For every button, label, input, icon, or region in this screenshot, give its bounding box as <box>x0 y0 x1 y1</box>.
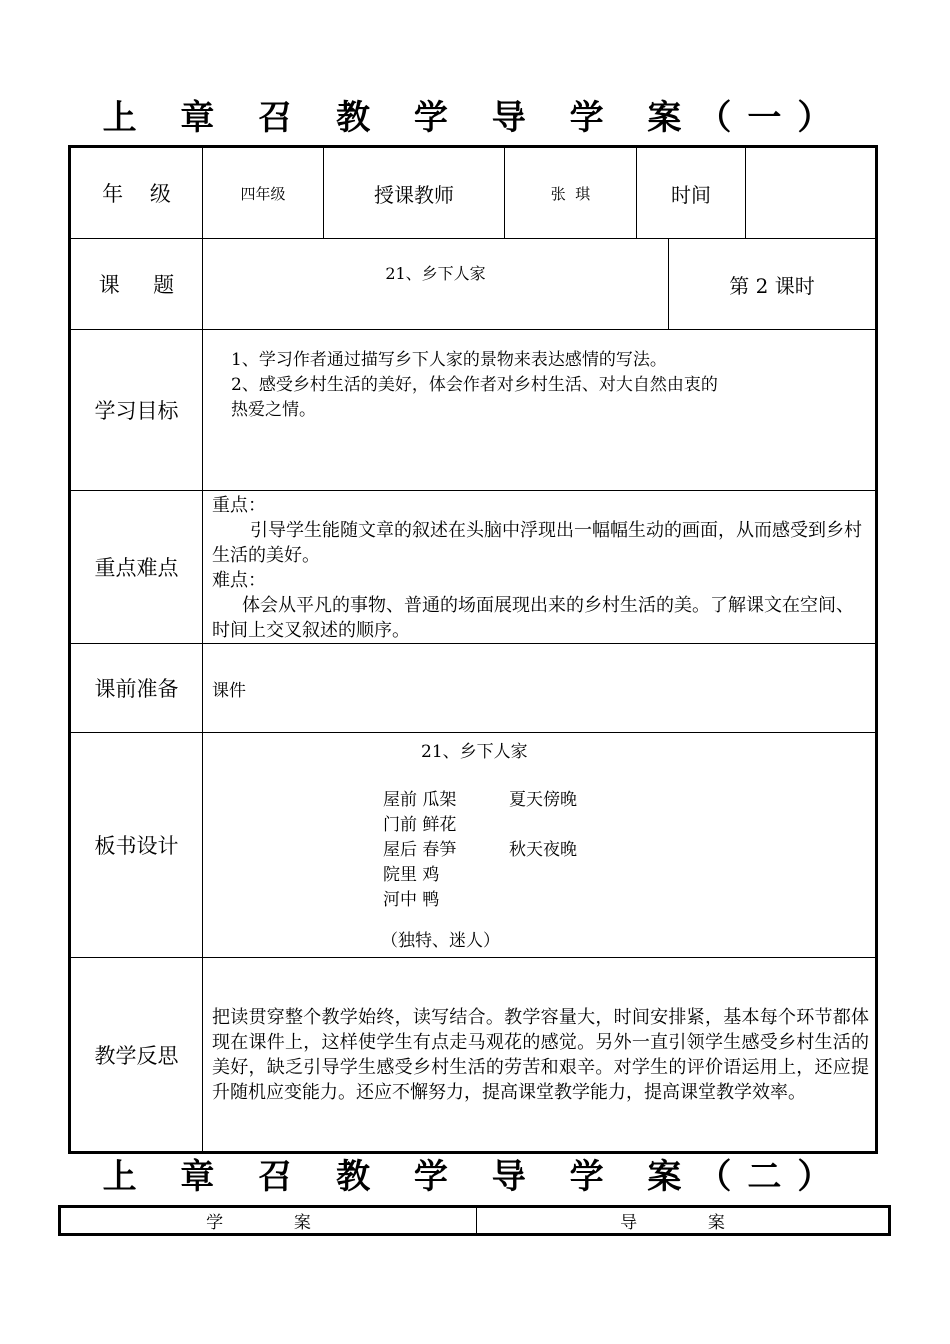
grade-value: 四年级 <box>203 147 324 239</box>
study-plan-header: 学 案 <box>60 1207 477 1235</box>
lesson-plan-table <box>68 145 878 1154</box>
board-item-3: 屋后 春笋 <box>383 840 457 860</box>
board-item-4: 院里 鸡 <box>383 865 440 885</box>
topic-label: 课 题 <box>70 239 203 330</box>
key-title: 重点： <box>212 495 266 516</box>
keypoints-label: 重点难点 <box>70 491 203 644</box>
objective-line-1: 1、学习作者通过描写乡下人家的景物来表达感情的写法。 <box>231 350 667 370</box>
topic-value: 21、乡下人家 <box>385 264 486 283</box>
difficulty-title: 难点： <box>212 570 266 591</box>
board-cell <box>203 733 877 958</box>
page-title-1: 上 章 召 教 学 导 学 案（一） <box>102 98 848 138</box>
preparation-label: 课前准备 <box>70 644 203 733</box>
objectives-label: 学习目标 <box>70 330 203 491</box>
guide-plan-header: 导 案 <box>477 1207 890 1235</box>
objectives-cell <box>203 330 877 491</box>
time-value <box>746 147 877 239</box>
board-season-1: 夏天傍晚 <box>509 790 577 810</box>
board-item-1: 屋前 瓜架 <box>383 790 457 810</box>
board-item-2: 门前 鲜花 <box>383 815 457 835</box>
board-title: 21、乡下人家 <box>421 742 528 762</box>
topic-value-cell <box>203 239 669 330</box>
difficulty-text: 体会从平凡的事物、普通的场面展现出来的乡村生活的美。了解课文在空间、时间上交叉叙述的顺序。 <box>212 595 854 641</box>
key-text: 引导学生能随文章的叙述在头脑中浮现出一幅幅生动的画面，从而感受到乡村生活的美好。 <box>212 520 862 566</box>
board-summary: （独特、迷人） <box>381 931 500 951</box>
keypoints-cell <box>203 491 877 644</box>
teacher-label: 授课教师 <box>324 147 505 239</box>
objective-line-3: 热爱之情。 <box>231 400 316 420</box>
reflection-text: 把读贯穿整个教学始终，读写结合。教学容量大，时间安排紧，基本每个环节都体现在课件上，这样使学生有点走马观花的感觉。另外一直引领学生感受乡村生活的美好，缺乏引导学生感受乡村生活的劳苦和艰辛。对学生的评价语运用上，还应提升随机应变能力。还应不懈努力，提高课堂教学能力，提高课堂教学效率。 <box>203 958 877 1153</box>
board-item-5: 河中 鸭 <box>383 890 440 910</box>
grade-label: 年 级 <box>70 147 203 239</box>
objective-line-2: 2、感受乡村生活的美好，体会作者对乡村生活、对大自然由衷的 <box>231 375 718 395</box>
board-season-2: 秋天夜晚 <box>509 840 577 860</box>
board-label: 板书设计 <box>70 733 203 958</box>
reflection-label: 教学反思 <box>70 958 203 1153</box>
teacher-value: 张 琪 <box>505 147 637 239</box>
period: 第 2 课时 <box>669 239 877 330</box>
time-label: 时间 <box>637 147 746 239</box>
preparation-value: 课件 <box>203 644 877 733</box>
study-guide-table <box>58 1205 891 1236</box>
page-title-2: 上 章 召 教 学 导 学 案（二） <box>102 1157 848 1197</box>
